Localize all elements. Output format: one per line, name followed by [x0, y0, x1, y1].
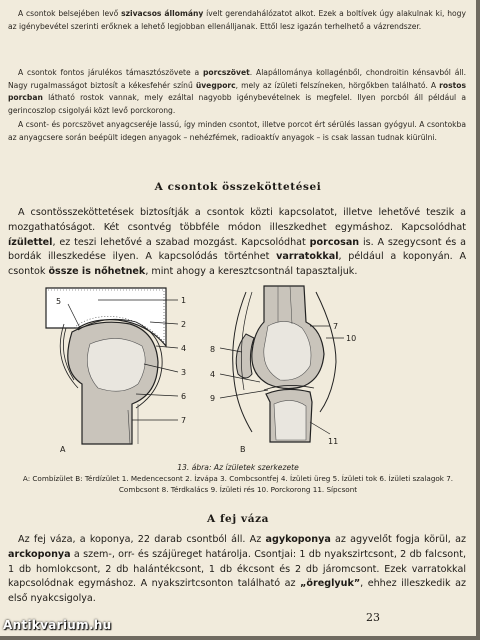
label-11: 11: [328, 437, 339, 446]
section-heading-skull: A fej váza: [206, 513, 270, 525]
label-3: 3: [181, 368, 187, 377]
figure-caption-title: 13. ábra: Az ízületek szerkezete: [177, 463, 299, 472]
hip-joint-diagram: [38, 284, 208, 456]
label-1: 1: [181, 296, 187, 305]
knee-joint-diagram: [206, 282, 366, 456]
figure-caption-legend: A: Combízület B: Térdízület 1. Medencecsont 2. Ízvápa 3. Combcsontfej 4. Ízületi üreg 5. Ízületi tok 6. Ízületi szalagok 7. Combcsont 8. Térdkalács 9. Ízületi rés 10. Porckorong 11. Sípcsont: [22, 474, 454, 494]
paragraph-metabolism: A csont- és porcszövet anyagcseréje lassú, így minden csontot, illetve porcot ért sérülés lassan gyógyul. A csontokba az anyagcsere során beépült idegen anyagok – nehézfémek, radioaktív anyagok – is csak lassan tudnak kiürülni.: [8, 120, 466, 142]
panel-label-a: A: [60, 445, 66, 454]
label-10: 10: [346, 334, 357, 343]
label-7: 7: [181, 416, 187, 425]
watermark-logo: Antikvarium.hu: [3, 618, 112, 632]
page-number: 23: [366, 611, 380, 624]
section-heading-connections: A csontok összeköttetései: [154, 181, 322, 193]
label-7-knee: 7: [333, 322, 339, 331]
label-4-knee: 4: [210, 370, 216, 379]
paragraph-spongy-bone: A csontok belsejében levő szivacsos állomány ívelt gerendahálózatot alkot. Ezek a boltívek úgy alakulnak ki, hogy az igénybevétel szerinti erőknek a lehető legjobban ellenálljanak. Ettől lesz igazán terhelhető a vázrendszer.: [8, 9, 466, 31]
label-8: 8: [210, 345, 216, 354]
label-5: 5: [56, 297, 62, 306]
label-9: 9: [210, 394, 216, 403]
label-6: 6: [181, 392, 187, 401]
label-2: 2: [181, 320, 187, 329]
label-4: 4: [181, 344, 187, 353]
paragraph-cartilage: A csontok fontos járulékos támasztószövete a porcszövet. Alapállománya kollagénből, chondroitin kénsavból áll. Nagy rugalmasságot biztosít a kékesfehér színű üvegporc, mely az ízületi felszíneken, hörgőkben található. A rostos porcban látható rostok vannak, mely ezáltal nagyobb igénybevételnek is megfelel. Ilyen porcból áll például a gerincoszlop csigolyái közt levő porckorong.: [8, 68, 466, 115]
paragraph-connections: A csontösszeköttetések biztosítják a csontok közti kapcsolatot, illetve lehetővé teszik a mozgathatóságot. Két csontvég többféle módon illeszkedhet egymáshoz. Kapcsolódhat ízülettel, ez teszi lehetővé a szabad mozgást. Kapcsolódhat porcosan is. A szegycsont és a bordák illeszkedése ilyen. A kapcsolódás történhet varratokkal, például a koponyán. A csontok össze is nőhetnek, mint ahogy a keresztcsontnál tapasztaljuk.: [8, 207, 467, 278]
paragraph-skull: Az fej váza, a koponya, 22 darab csontból áll. Az agykoponya az agyvelőt fogja körül, az arckoponya a szem-, orr- és szájüreget határolja. Csontjai: 1 db nyakszirtcsont, 2 db falcsont, 1 db homlokcsont, 2 db halántékcsont, 1 db ékcsont és 2 db járomcsont. Ezek varratokkal kapcsolódnak egymáshoz. A nyakszirtcsonton található az „öreglyuk”, ehhez illeszkedik az első nyakcsigolya.: [8, 534, 466, 605]
panel-label-b: B: [240, 445, 246, 454]
